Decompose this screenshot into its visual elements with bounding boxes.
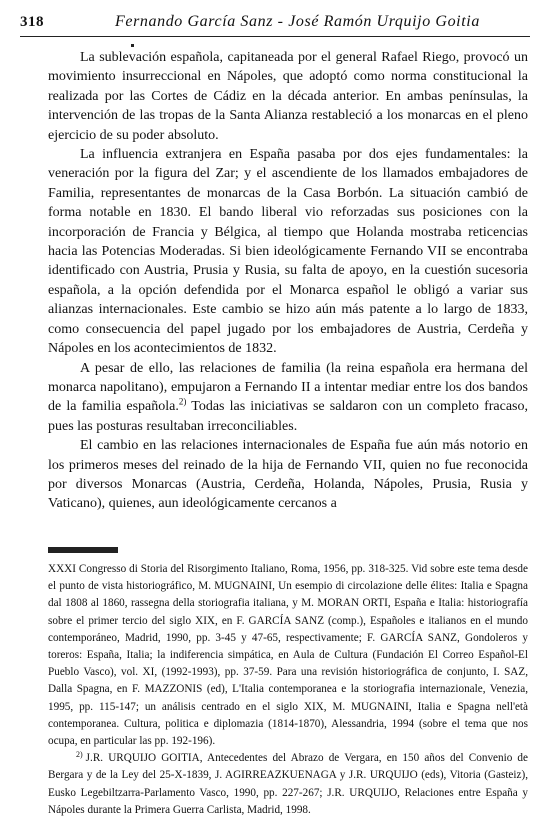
running-head: Fernando García Sanz - José Ramón Urquijo Goitia (115, 13, 480, 30)
paragraph-text: Todas las iniciativas se saldaron con un completo fracaso, pues las posturas resultaban irreconciliables. (48, 399, 528, 434)
paragraph (48, 359, 528, 437)
header-rule (20, 36, 530, 37)
footnote-continued: XXXI Congresso di Storia del Risorgimento Italiano, Roma, 1956, pp. 318-325. Vid sobre este tema desde el punto de vista historiográfico, M. MUGNAINI, Un esempio di circolazione delle élites: Italia e Spagna dal 1808 al 1860, rassegna della storiografia italiana, y M. MORAN ORTI, España e Italia: historiografía sobre el primer tercio del siglo XIX, en F. GARCÍA SANZ (comp.), Españoles e italianos en el mundo contemporáneo, Madrid, 1990, pp. 3-45 y 47-65, respectivamente; F. GARCÍA SANZ, Gondoleros y toreros: España, Italia; la indiferencia simpática, en Aula de Cultura (Fundación El Correo Español-El Pueblo Vasco), vol. XI, (1992-1993), pp. 37-59. Para una revisión historiográfica de conjunto, I. SAZ, Dalla Spagna, en F. MAZZONIS (ed), L'Italia contemporanea e la storiografia internazionale, Venezia, 1995, pp. 115-147; un análisis centrado en el siglo XIX, M. MUGNAINI, Italia e Spagna nell'età contemporanea. Cultura, politica e diplomazia (1814-1870), Alessandria, 1994 (sobre el tema que nos ocupa, en particular las pp. 192-196). (48, 563, 528, 748)
paragraph-text: A pesar de ello, las relaciones de familia (la reina española era hermana del monarca napolitano), empujaron a Fernando II a intentar mediar entre los dos bandos de la familia española. (48, 360, 528, 415)
footnotes (48, 561, 528, 819)
print-mark (131, 44, 134, 47)
paragraph: El cambio en las relaciones internacionales de España fue aún más notorio en los primeros meses del reinado de la hija de Fernando VII, quien no fue reconocida por diversos Monarcas (Austria, Cerdeña, Holanda, Nápoles, Prusia, Rusia y Vaticano), quienes, aun ideológicamente cercanos a (48, 438, 528, 512)
main-text (48, 48, 528, 514)
page-number: 318 (20, 14, 44, 30)
page-header (20, 12, 530, 34)
footnote-2 (48, 750, 528, 819)
footnote-text: J.R. URQUIJO GOITIA, Antecedentes del Abrazo de Vergara, en 150 años del Convenio de Bergara y de la Ley del 25-X-1839, J. AGIRREAZKUENAGA y J.R. URQUIJO (eds), Vitoria (Gasteiz), Eusko Legebiltzarra-Parlamento Vasco, 1990, pp. 227-267; J.R. URQUIJO, Relaciones entre España y Nápoles durante la Primera Guerra Carlista, Madrid, 1998. (48, 752, 528, 816)
paragraph: La influencia extranjera en España pasaba por dos ejes fundamentales: la veneración por la figura del Zar; y el ascendiente de los llamados embajadores de Familia, representantes de monarcas de la Casa Borbón. La situación cambió de forma notable en 1830. El bando liberal vio reforzadas sus posiciones con la incorporación de Francia y Bélgica, al tiempo que Holanda mostraba reticencias hacia las Potencias Moderadas. Si bien ideológicamente Fernando VII se encontraba identificado con Austria, Prusia y Rusia, su falta de apoyo, en la cuestión sucesoria española, a la opción defendida por el Monarca español le obligó a variar sus alianzas internacionales. Este cambio se hizo aún más patente a lo largo de 1833, como consecuencia del papel jugado por los embajadores de Austria, Cerdeña y Nápoles en los acontecimientos de 1832. (48, 147, 528, 357)
footnote-separator (48, 547, 118, 553)
footnote-number: 2) (76, 749, 83, 759)
paragraph: La sublevación española, capitaneada por el general Rafael Riego, provocó un movimiento insurreccional en Nápoles, que adoptó como norma constitucional la realizada por las Cortes de Cádiz en la década anterior. En ambas penínsulas, la intervención de las tropas de la Santa Alianza restableció a los monarcas en el pleno ejercicio de su poder absoluto. (48, 50, 528, 143)
footnote-reference: 2) (178, 396, 187, 407)
